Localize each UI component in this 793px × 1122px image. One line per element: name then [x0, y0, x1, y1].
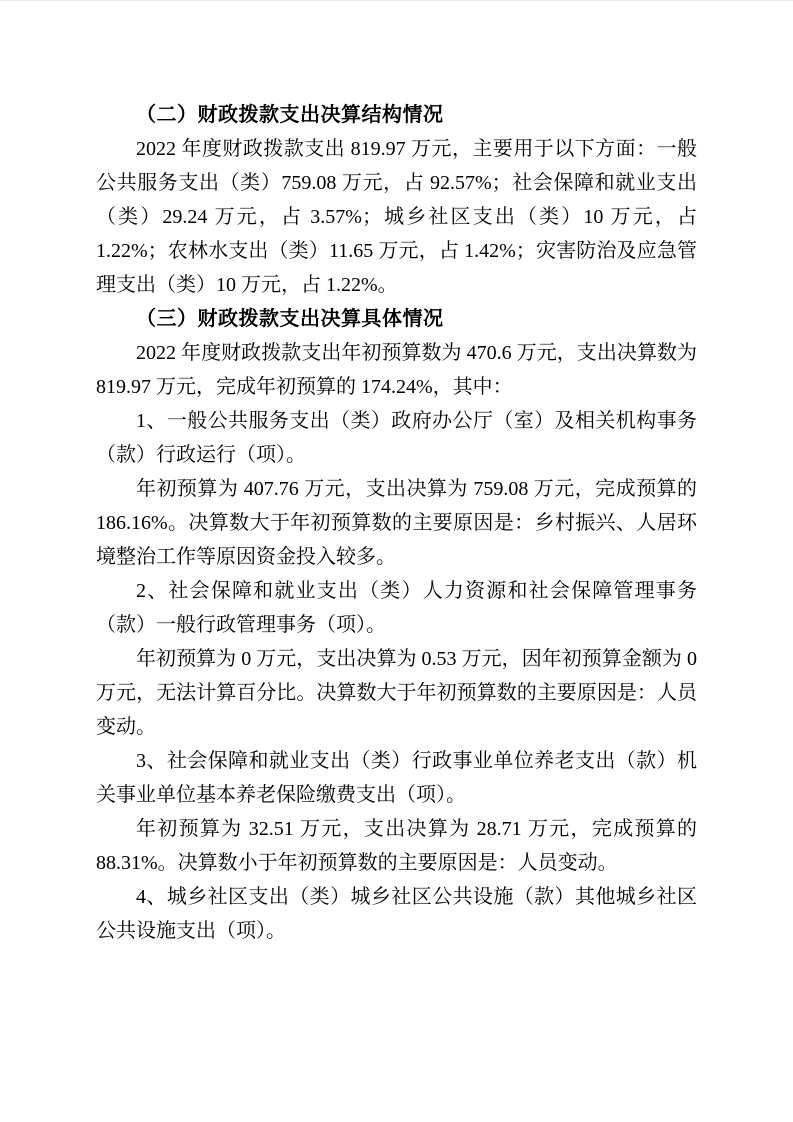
section-3-item-1-title: 1、一般公共服务支出（类）政府办公厅（室）及相关机构事务（款）行政运行（项）。 — [96, 410, 697, 466]
section-2-heading: （二）财政拨款支出决算结构情况 — [136, 104, 444, 126]
section-3-item-2-title: 2、社会保障和就业支出（类）人力资源和社会保障管理事务（款）一般行政管理事务（项）。 — [96, 580, 697, 636]
document-content — [96, 98, 697, 948]
section-3-paragraph-summary: 2022 年度财政拨款支出年初预算数为 470.6 万元，支出决算数为 819.97 万元，完成年初预算的 174.24%，其中： — [96, 342, 697, 398]
section-3-item-1-detail: 年初预算为 407.76 万元，支出决算为 759.08 万元，完成预算的 186.16%。决算数大于年初预算数的主要原因是：乡村振兴、人居环境整治工作等原因资金投入较多。 — [96, 478, 697, 568]
section-2-paragraph-structure-overview: 2022 年度财政拨款支出 819.97 万元，主要用于以下方面：一般公共服务支出（类）759.08 万元，占 92.57%；社会保障和就业支出（类）29.24 万元，占 3.57%；城乡社区支出（类）10 万元，占 1.22%；农林水支出（类）11.65 万元，占 1.42%；灾害防治及应急管理支出（类）10 万元，占 1.22%。 — [96, 138, 697, 296]
section-3-item-3-detail: 年初预算为 32.51 万元，支出决算为 28.71 万元，完成预算的 88.31%。决算数小于年初预算数的主要原因是：人员变动。 — [96, 818, 697, 874]
section-3-heading: （三）财政拨款支出决算具体情况 — [136, 308, 444, 330]
section-3-item-2-detail: 年初预算为 0 万元，支出决算为 0.53 万元，因年初预算金额为 0 万元，无法计算百分比。决算数大于年初预算数的主要原因是：人员变动。 — [96, 648, 697, 738]
section-3-item-3-title: 3、社会保障和就业支出（类）行政事业单位养老支出（款）机关事业单位基本养老保险缴费支出（项）。 — [96, 750, 697, 806]
section-3-item-4-title: 4、城乡社区支出（类）城乡社区公共设施（款）其他城乡社区公共设施支出（项）。 — [96, 886, 697, 942]
